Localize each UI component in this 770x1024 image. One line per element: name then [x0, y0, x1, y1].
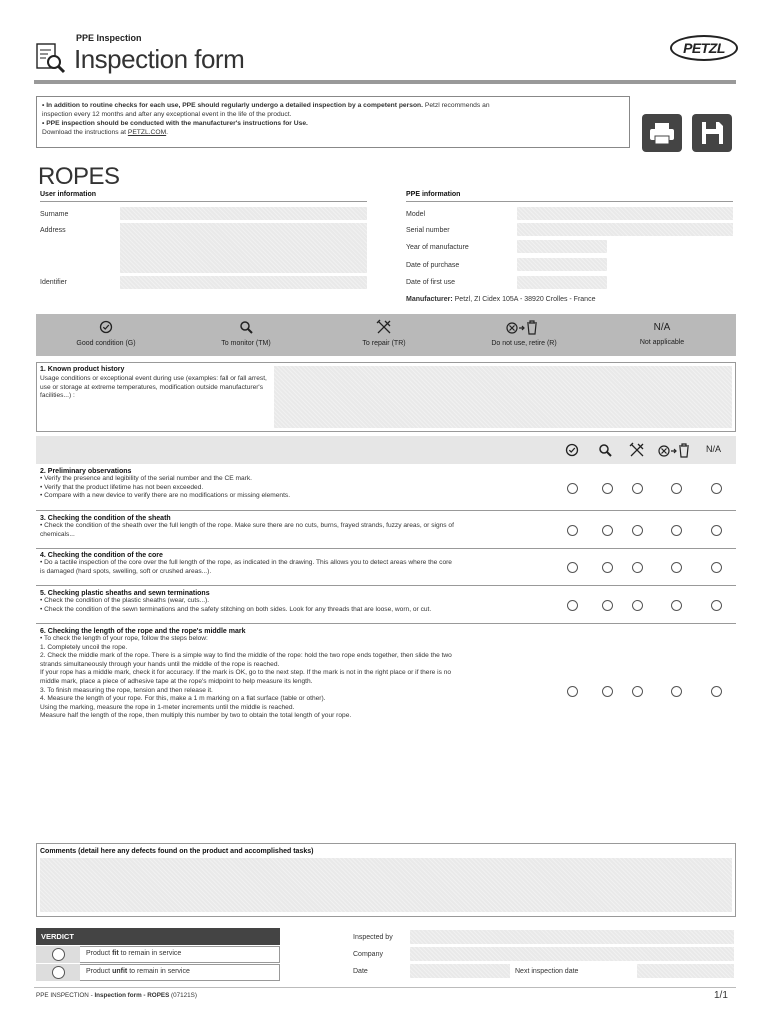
comments-title: Comments (detail here any defects found on the product and accomplished tasks) [40, 848, 314, 855]
magnifier-icon [239, 320, 253, 334]
verdict-heading: VERDICT [41, 932, 74, 941]
footer-code: (07121S) [169, 992, 197, 999]
legend-repair-label: To repair (TR) [362, 340, 406, 347]
section-line: strands simultaneously through your hands until the middle of the rope is reached. [40, 660, 280, 668]
notice-line3-bold: • PPE inspection should be conducted with the manufacturer's instructions for Use. [42, 120, 308, 127]
notice-line4-pre: Download the instructions at [42, 129, 128, 136]
notice-line1-bold: • In addition to routine checks for each use, PPE should regularly undergo a detailed inspection by a competent person. [42, 102, 423, 109]
header-kicker: PPE Inspection [76, 33, 142, 43]
verdict-unfit-radio[interactable] [52, 966, 65, 979]
header-rule [34, 80, 736, 84]
serial-label: Serial number [406, 227, 450, 234]
legend-na-label: Not applicable [639, 339, 685, 346]
s6-radio-na[interactable] [711, 686, 722, 697]
section-line: • Check the condition of the sewn terminations and the safety stitching on both sides. Look for any threads that are loose, worn, or cut. [40, 605, 432, 613]
first-use-field[interactable] [517, 276, 607, 289]
fit-bold: fit [112, 950, 119, 957]
purchase-label: Date of purchase [406, 262, 460, 269]
manufacturer-label: Manufacturer: [406, 296, 453, 303]
s3-radio-monitor[interactable] [602, 525, 613, 536]
purchase-field[interactable] [517, 258, 607, 271]
footer-rule [34, 987, 736, 988]
user-info-heading: User information [40, 191, 97, 198]
petzl-link[interactable]: PETZL.COM [127, 129, 167, 136]
col-repair-icon [628, 441, 646, 459]
verdict-header [36, 928, 280, 945]
section-divider [36, 548, 736, 549]
comments-field[interactable] [40, 858, 732, 912]
section-line: 2. Check the middle mark of the rope. There is a simple way to find the middle of the rope: hold the two rope ends together, then slide the two [40, 652, 452, 660]
legend-na [616, 322, 708, 346]
first-use-label: Date of first use [406, 279, 456, 286]
notice-line4-post: . [166, 129, 169, 136]
section-line: 1. Completely uncoil the rope. [40, 643, 128, 651]
s4-radio-na[interactable] [711, 562, 722, 573]
s6-radio-good[interactable] [567, 686, 578, 697]
year-label: Year of manufacture [406, 244, 469, 251]
section-title: 3. Checking the condition of the sheath [40, 515, 171, 522]
footer-bold: Inspection form - ROPES [94, 992, 170, 999]
notice-line1-rest: Petzl recommends an [423, 102, 490, 109]
fit-pre: Product [86, 950, 113, 957]
ppe-info-rule [406, 201, 733, 202]
page-title: Inspection form [74, 44, 245, 74]
footer-text [36, 992, 197, 999]
legend-repair [338, 318, 430, 347]
unfit-bold: unfit [112, 968, 128, 975]
date-label: Date [353, 968, 368, 975]
section-title: 2. Preliminary observations [40, 468, 132, 475]
s4-radio-retire[interactable] [671, 562, 682, 573]
history-body: Usage conditions or exceptional event during use (examples: fall or fall arrest, use or storage at extreme temperatures, modification outside manufacturer's facilities...) : [40, 375, 267, 400]
section-line: If your rope has a middle mark, check it for accuracy. If the mark is OK, go to the next step. If the mark is not in the right place or if there is no [40, 669, 452, 677]
col-retire-icon [656, 441, 696, 459]
section-line: 4. Measure the length of your rope. For this, make a 1 m marking on a flat surface (table or other). [40, 695, 326, 703]
s5-radio-retire[interactable] [671, 600, 682, 611]
surname-field[interactable] [120, 207, 367, 220]
verdict-fit-radio[interactable] [52, 948, 65, 961]
floppy-disk-icon [692, 114, 732, 152]
product-title: ROPES [38, 163, 120, 190]
printer-icon [642, 114, 682, 152]
section-sheath [40, 515, 552, 539]
section-core [40, 552, 552, 576]
col-good-icon [565, 443, 579, 457]
address-label: Address [40, 227, 66, 234]
company-label: Company [353, 951, 383, 958]
section-title: 4. Checking the condition of the core [40, 552, 163, 559]
legend-monitor [200, 320, 292, 347]
legend-good [60, 320, 152, 347]
verdict-unfit-label [86, 968, 190, 975]
history-field[interactable] [274, 366, 732, 428]
identifier-label: Identifier [40, 279, 67, 286]
petzl-logo-text: PETZL [683, 40, 725, 56]
legend-retire-label: Do not use, retire (R) [491, 340, 557, 347]
retire-trash-icon [504, 318, 544, 336]
manufacturer-value: Petzl, ZI Cidex 105A - 38920 Crolles - France [452, 296, 596, 303]
fit-post: to remain in service [118, 950, 182, 957]
s3-radio-repair[interactable] [632, 525, 643, 536]
year-field[interactable] [517, 240, 607, 253]
next-date-field[interactable] [637, 964, 734, 978]
s3-radio-retire[interactable] [671, 525, 682, 536]
section-line: 3. To finish measuring the rope, tension and then release it. [40, 686, 213, 694]
s6-radio-retire[interactable] [671, 686, 682, 697]
ppe-info-heading: PPE information [406, 191, 461, 198]
s5-radio-monitor[interactable] [602, 600, 613, 611]
date-field[interactable] [410, 964, 510, 978]
model-field[interactable] [517, 207, 733, 220]
surname-label: Surname [40, 211, 69, 218]
section-title: 6. Checking the length of the rope and the rope's middle mark [40, 628, 246, 635]
legend-retire [478, 318, 570, 347]
address-field[interactable] [120, 223, 367, 273]
inspected-by-field[interactable] [410, 930, 734, 944]
s5-radio-na[interactable] [711, 600, 722, 611]
section-divider [36, 623, 736, 624]
unfit-pre: Product [86, 968, 113, 975]
tools-icon [375, 318, 393, 336]
identifier-field[interactable] [120, 276, 367, 289]
legend-monitor-label: To monitor (TM) [221, 340, 271, 347]
user-info-rule [40, 201, 367, 202]
section-line: • Verify that the product lifetime has not been exceeded. [40, 483, 204, 491]
section-line: middle mark, place a piece of adhesive tape at the rope's midpoint to help measure its length. [40, 677, 313, 685]
serial-field[interactable] [517, 223, 733, 236]
manufacturer-line [406, 296, 595, 303]
footer-pre: PPE INSPECTION - [36, 992, 95, 999]
s4-radio-good[interactable] [567, 562, 578, 573]
s4-radio-monitor[interactable] [602, 562, 613, 573]
s2-radio-monitor[interactable] [602, 483, 613, 494]
section-line: • Verify the presence and legibility of the serial number and the CE mark. [40, 475, 252, 482]
next-date-label: Next inspection date [515, 968, 579, 975]
s2-radio-na[interactable] [711, 483, 722, 494]
section-line: Measure half the length of the rope, then multiply this number by two to obtain the total length of your rope. [40, 712, 352, 720]
section-line: is damaged (hard spots, swelling, soft or crushed areas...). [40, 567, 212, 575]
s3-radio-na[interactable] [711, 525, 722, 536]
legend-good-label: Good condition (G) [76, 340, 136, 347]
section-title: 5. Checking plastic sheaths and sewn terminations [40, 590, 210, 597]
company-field[interactable] [410, 947, 734, 961]
section-line: Using the marking, measure the rope in 1-meter increments until the middle is reached. [40, 703, 295, 711]
s6-radio-repair[interactable] [632, 686, 643, 697]
check-circle-icon [99, 320, 113, 334]
inspected-by-label: Inspected by [353, 934, 393, 941]
s5-radio-repair[interactable] [632, 600, 643, 611]
history-title: 1. Known product history [40, 366, 125, 373]
notice-box [36, 96, 630, 148]
col-monitor-icon [598, 443, 612, 457]
section-length [40, 628, 552, 721]
section-line: • Compare with a new device to verify there are no modifications or missing elements. [40, 492, 291, 500]
save-button[interactable] [692, 114, 732, 152]
section-divider [36, 510, 736, 511]
unfit-post: to remain in service [127, 968, 190, 975]
legend-na-short: N/A [653, 322, 671, 333]
s3-radio-good[interactable] [567, 525, 578, 536]
section-line: • Do a tactile inspection of the core over the full length of the rope, as indicated in the drawing. This allows you to detect areas where the core [40, 559, 452, 566]
s5-radio-good[interactable] [567, 600, 578, 611]
header-doc-icon [34, 42, 66, 74]
section-line: chemicals... [40, 530, 75, 538]
model-label: Model [406, 211, 426, 218]
print-button[interactable] [642, 114, 682, 152]
s2-radio-good[interactable] [567, 483, 578, 494]
section-terminations [40, 590, 552, 614]
petzl-logo [670, 35, 738, 61]
verdict-fit-label [86, 950, 181, 957]
s6-radio-monitor[interactable] [602, 686, 613, 697]
section-line: • Check the condition of the plastic sheaths (wear, cuts...). [40, 597, 210, 604]
s4-radio-repair[interactable] [632, 562, 643, 573]
s2-radio-repair[interactable] [632, 483, 643, 494]
s2-radio-retire[interactable] [671, 483, 682, 494]
col-na-label: N/A [706, 444, 722, 454]
page-number: 1/1 [714, 990, 728, 1001]
section-divider [36, 585, 736, 586]
section-line: • To check the length of your rope, follow the steps below: [40, 635, 208, 642]
notice-line2: inspection every 12 months and after any exceptional event in the life of the product. [42, 111, 292, 118]
section-line: • Check the condition of the sheath over the full length of the rope. Make sure there are no cuts, burns, frayed strands, fuzzy areas, or signs of [40, 522, 454, 529]
section-preliminary [40, 468, 550, 501]
